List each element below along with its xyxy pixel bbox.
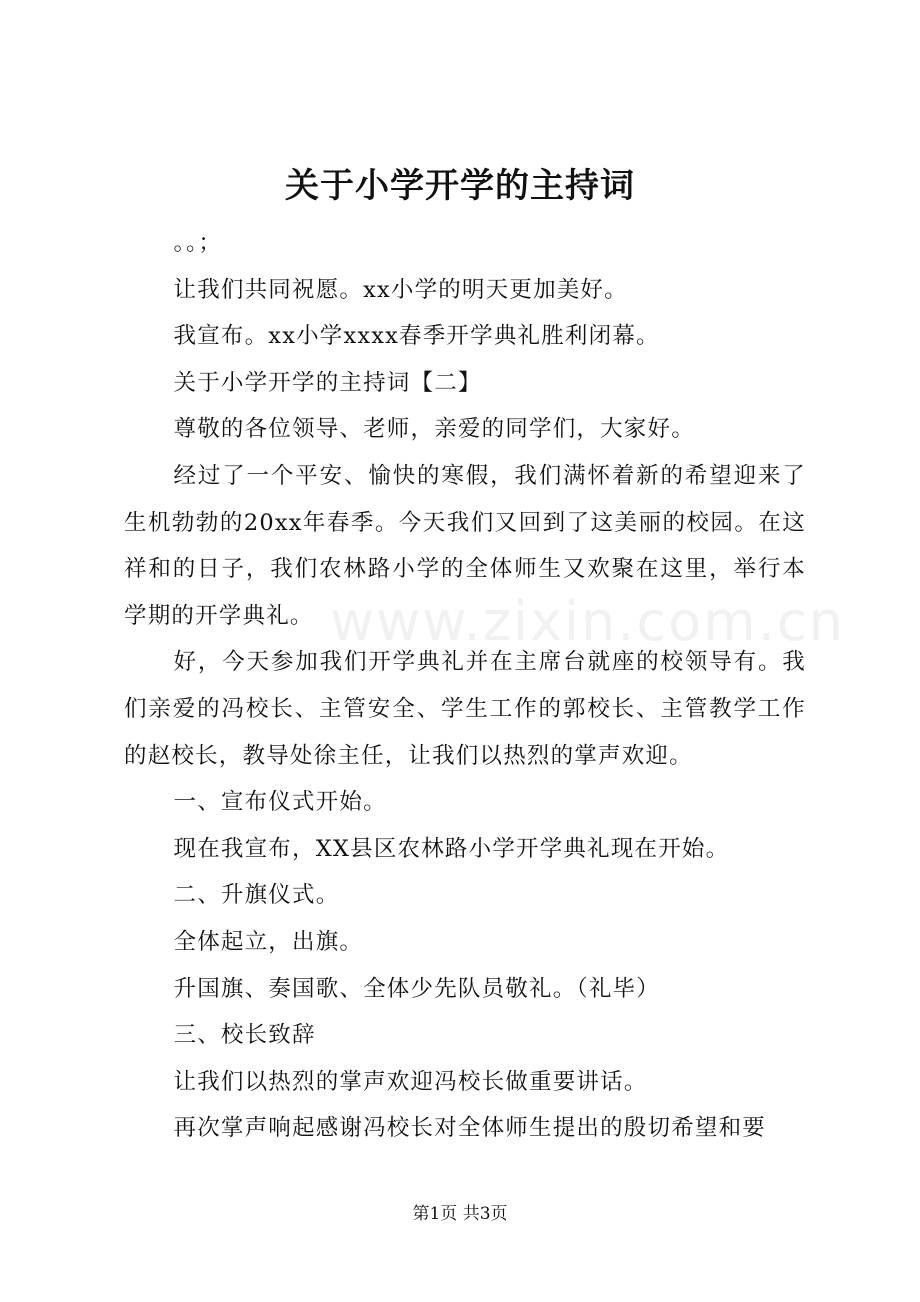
paragraph: 经过了一个平安、愉快的寒假，我们满怀着新的希望迎来了生机勃勃的20xx年春季。今天我们又回到了这美丽的校园。在这祥和的日子，我们农林路小学的全体师生又欢聚在这里，举行本学期的开学典礼。 xyxy=(124,462,806,629)
document-body xyxy=(124,220,806,1152)
paragraph: 三、校长致辞 xyxy=(173,1022,316,1049)
paragraph: 再次掌声响起感谢冯校长对全体师生提出的殷切希望和要 xyxy=(173,1115,767,1142)
watermark: www.zixin.com.cn xyxy=(330,590,845,653)
paragraph: 全体起立，出旗。 xyxy=(173,928,364,955)
paragraph: 。。； xyxy=(173,230,223,256)
paragraph: 让我们共同祝愿。xx小学的明天更加美好。 xyxy=(173,276,628,303)
paragraph: 让我们以热烈的掌声欢迎冯校长做重要讲话。 xyxy=(173,1068,648,1095)
document-title: 关于小学开学的主持词 xyxy=(285,166,635,206)
paragraph: 二、升旗仪式。 xyxy=(173,882,340,909)
paragraph: 我宣布。xx小学xxxx春季开学典礼胜利闭幕。 xyxy=(173,323,660,350)
paragraph: 现在我宣布，XX县区农林路小学开学典礼现在开始。 xyxy=(173,835,730,862)
section-heading: 关于小学开学的主持词【二】 xyxy=(173,369,482,396)
page-footer: 第1页 共3页 xyxy=(412,1204,508,1224)
paragraph: 一、宣布仪式开始。 xyxy=(173,789,387,816)
paragraph: 升国旗、奏国歌、全体少先队员敬礼。（礼毕） xyxy=(173,975,660,1002)
paragraph: 好，今天参加我们开学典礼并在主席台就座的校领导有。我们亲爱的冯校长、主管安全、学生工作的郭校长、主管教学工作的赵校长，教导处徐主任，让我们以热烈的掌声欢迎。 xyxy=(124,649,806,769)
paragraph: 尊敬的各位领导、老师，亲爱的同学们，大家好。 xyxy=(173,416,695,443)
